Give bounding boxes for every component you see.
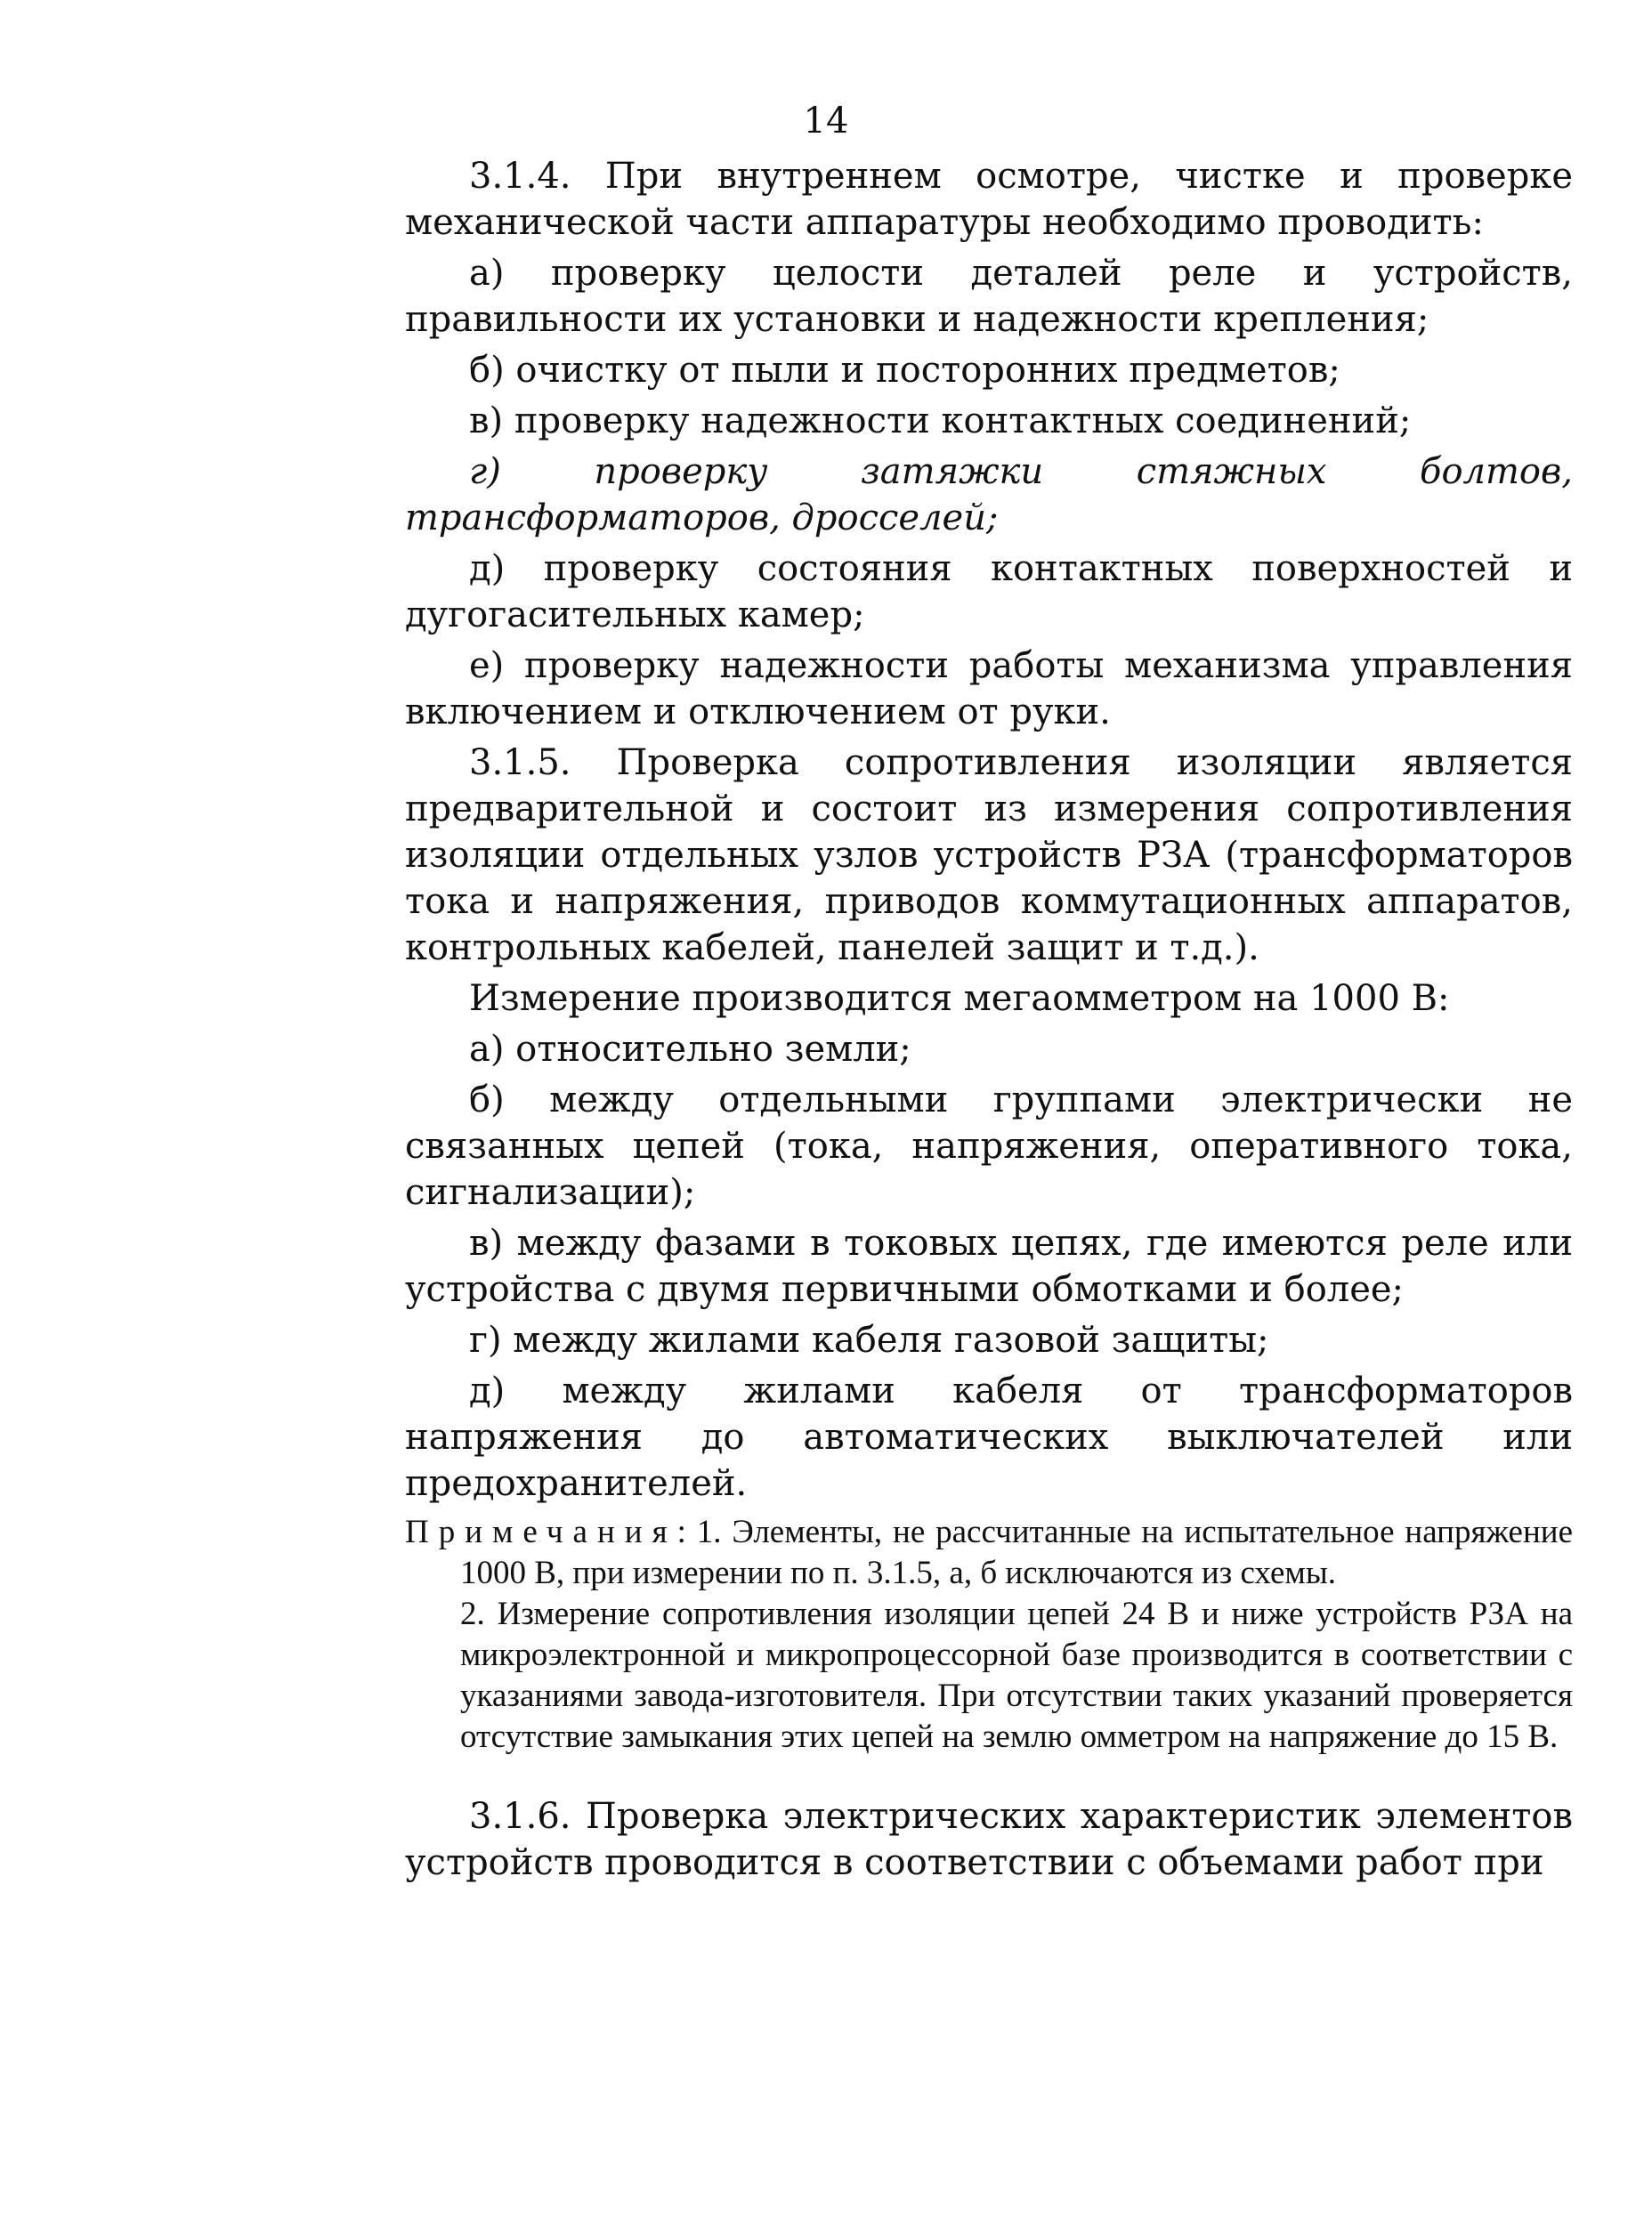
- note-1-text: 1. Элементы, не рассчитанные на испытательное напряжение 1000 В, при измерении по п. 3.1.5, а, б исключаются из схемы.: [460, 1514, 1574, 1591]
- list-item-3-1-4-d: д) проверку состояния контактных поверхностей и дугогасительных камер;: [405, 548, 1573, 635]
- section-gap: [405, 1758, 1573, 1793]
- list-item-measure-a: а) относительно земли;: [469, 1029, 911, 1070]
- list-item-3-1-4-e: е) проверку надежности работы механизма управления включением и отключением от руки.: [405, 645, 1573, 732]
- notes-label: Примечания: [405, 1514, 677, 1550]
- note-2: 2. Измерение сопротивления изоляции цепей 24 В и ниже устройств РЗА на микроэлектронной и микропроцессорной базе производится в соответствии с указаниями завода-изготовителя. При отсутствии таких указаний проверяется отсутствие замыкания этих цепей на землю омметром на напряжение до 15 В.: [460, 1596, 1573, 1755]
- list-item-3-1-4-v: в) проверку надежности контактных соединений;: [469, 400, 1412, 441]
- list-item-measure-d: д) между жилами кабеля от трансформаторов напряжения до автоматических выключателей или предохранителей.: [405, 1371, 1573, 1504]
- paragraph-3-1-6: 3.1.6. Проверка электрических характеристик элементов устройств проводится в соответствии с объемами работ при: [405, 1796, 1573, 1883]
- page-number: 14: [803, 101, 849, 142]
- list-item-3-1-4-a: а) проверку целости деталей реле и устройств, правильности их установки и надежности крепления;: [405, 253, 1573, 340]
- note-1: Примечания: 1. Элементы, не рассчитанные на испытательное напряжение 1000 В, при измерении по п. 3.1.5, а, б исключаются из схемы.: [405, 1514, 1574, 1591]
- list-item-3-1-4-g: г) проверку затяжки стяжных болтов, трансформаторов, дросселей;: [405, 451, 1573, 538]
- document-body: [405, 153, 1573, 1890]
- list-item-measure-v: в) между фазами в токовых цепях, где имеются реле или устройства с двумя первичными обмотками и более;: [405, 1223, 1573, 1310]
- list-item-measure-g: г) между жилами кабеля газовой защиты;: [469, 1320, 1269, 1361]
- notes-block: [405, 1512, 1573, 1758]
- list-item-measure-b: б) между отдельными группами электрически не связанных цепей (тока, напряжения, оперативного тока, сигнализации);: [405, 1080, 1573, 1213]
- paragraph-measurement: Измерение производится мегаомметром на 1000 В:: [469, 978, 1450, 1019]
- paragraph-3-1-4: 3.1.4. При внутреннем осмотре, чистке и проверке механической части аппаратуры необходимо проводить:: [405, 156, 1573, 243]
- paragraph-3-1-5: 3.1.5. Проверка сопротивления изоляции является предварительной и состоит из измерения сопротивления изоляции отдельных узлов устройств РЗА (трансформаторов тока и напряжения, приводов коммутационных аппаратов, контрольных кабелей, панелей защит и т.д.).: [405, 742, 1573, 968]
- list-item-3-1-4-b: б) очистку от пыли и посторонних предметов;: [469, 350, 1340, 391]
